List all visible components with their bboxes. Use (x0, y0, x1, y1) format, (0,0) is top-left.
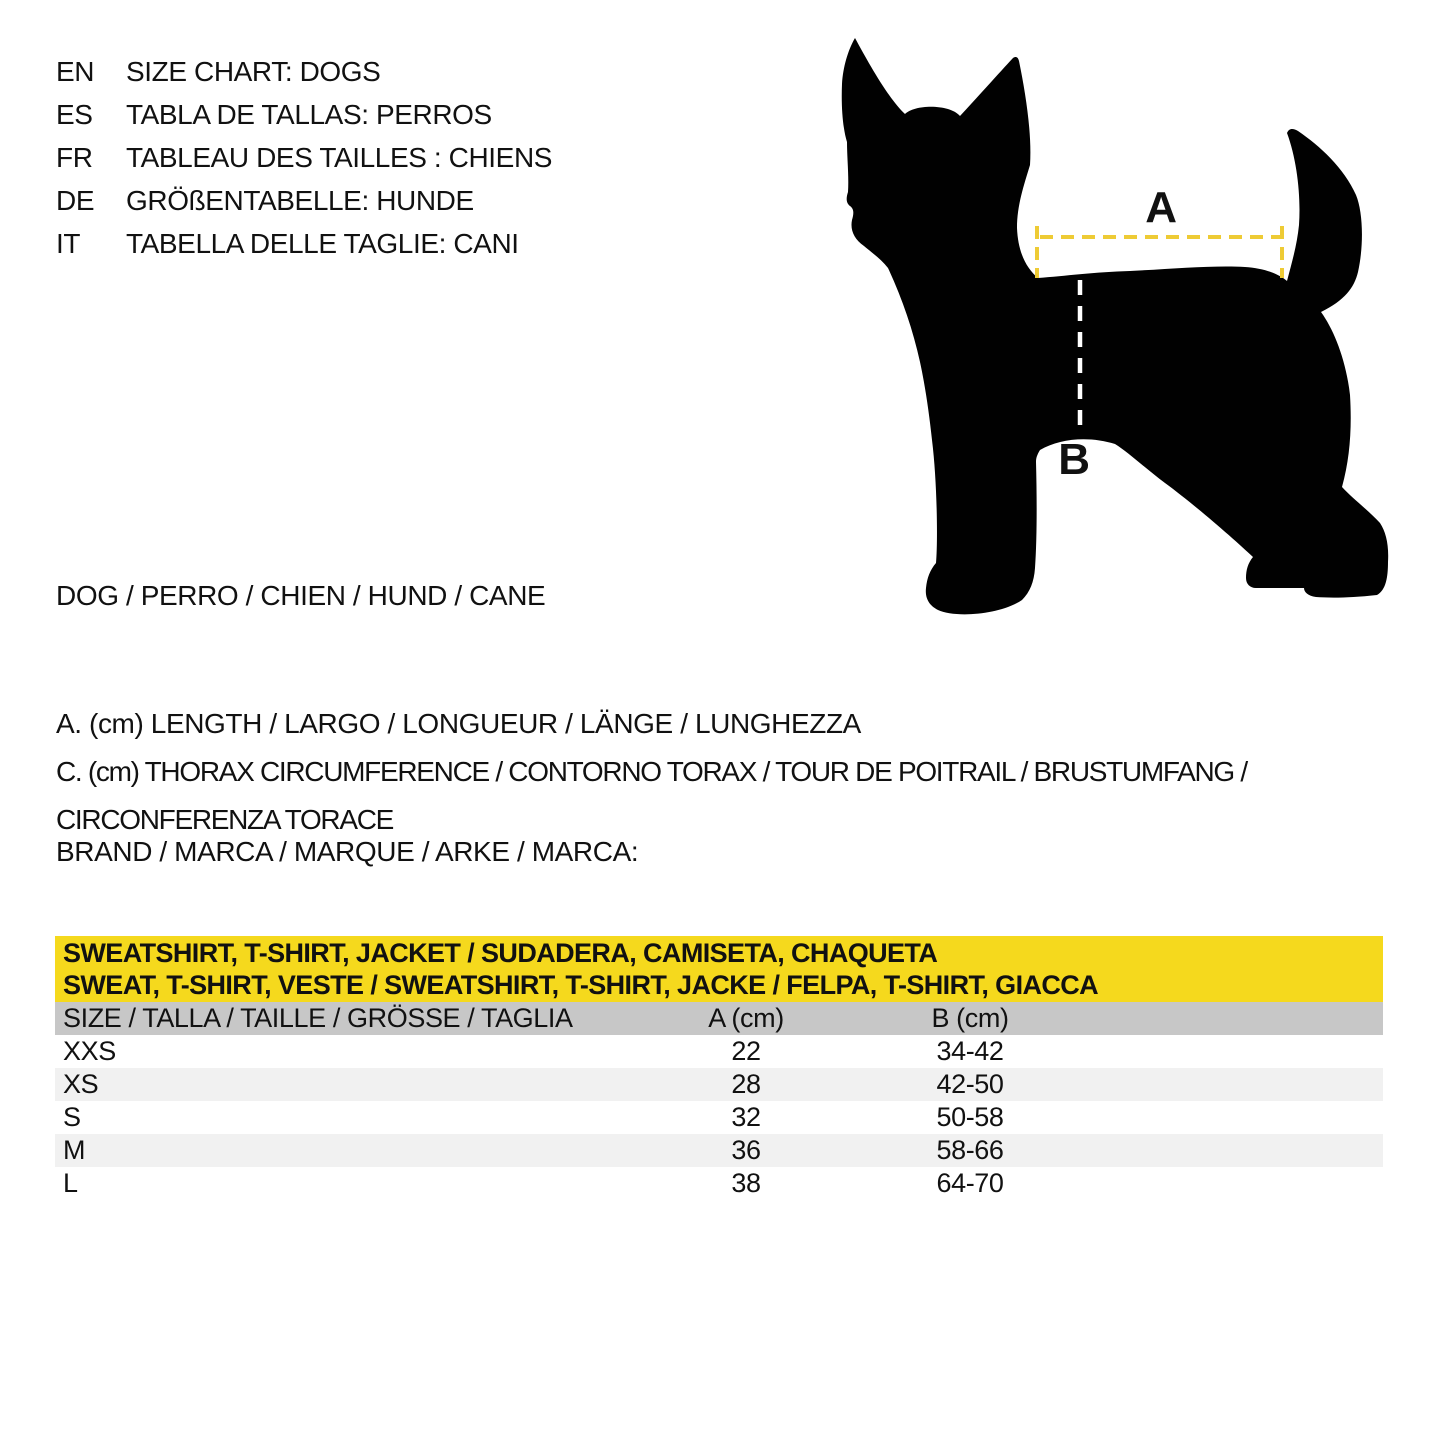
cell-size: XXS (63, 1036, 116, 1066)
language-code: ES (56, 99, 93, 130)
measurement-notes (56, 700, 1445, 844)
column-header-a: A (cm) (708, 1003, 784, 1033)
category-line-2: SWEAT, T-SHIRT, VESTE / SWEATSHIRT, T-SHIRT, JACKE / FELPA, T-SHIRT, GIACCA (63, 970, 1099, 1000)
language-label: SIZE CHART: DOGS (126, 56, 381, 87)
cell-size: M (63, 1135, 86, 1165)
language-code: DE (56, 185, 95, 216)
language-code: FR (56, 142, 93, 173)
cell-b: 58-66 (936, 1135, 1004, 1165)
cell-b: 64-70 (936, 1168, 1004, 1198)
language-label: TABLA DE TALLAS: PERROS (126, 99, 492, 130)
language-label: TABLEAU DES TAILLES : CHIENS (126, 142, 553, 173)
cell-a: 28 (731, 1069, 761, 1099)
cell-a: 36 (731, 1135, 761, 1165)
category-line-1: SWEATSHIRT, T-SHIRT, JACKET / SUDADERA, CAMISETA, CHAQUETA (63, 938, 938, 968)
table-row (55, 1035, 1383, 1068)
dog-silhouette (842, 38, 1388, 614)
cell-b: 50-58 (936, 1102, 1004, 1132)
table-row (55, 1134, 1383, 1167)
table-row (55, 1068, 1383, 1101)
language-code: EN (56, 56, 95, 87)
language-code: IT (56, 228, 81, 259)
measurement-note-c: C. (cm) THORAX CIRCUMFERENCE / CONTORNO TORAX / TOUR DE POITRAIL / BRUSTUMFANG / CIRCONFERENZA TORACE (56, 756, 1247, 835)
cell-a: 32 (731, 1102, 761, 1132)
size-table (55, 936, 1383, 1200)
cell-a: 38 (731, 1168, 761, 1198)
column-header-b: B (cm) (931, 1003, 1009, 1033)
table-row (55, 1167, 1383, 1200)
dimension-label-a: A (1145, 183, 1177, 232)
language-title-block (56, 50, 552, 265)
language-label: TABELLA DELLE TAGLIE: CANI (126, 228, 519, 259)
cell-size: L (63, 1168, 78, 1198)
measurement-note-a: A. (cm) LENGTH / LARGO / LONGUEUR / LÄNGE / LUNGHEZZA (56, 708, 861, 739)
cell-b: 34-42 (936, 1036, 1004, 1066)
cell-a: 22 (731, 1036, 761, 1066)
table-column-header-row (55, 1002, 1383, 1035)
dimension-label-b: B (1058, 435, 1090, 484)
brand-label: BRAND / MARCA / MARQUE / ARKE / MARCA: (56, 836, 639, 867)
cell-size: XS (63, 1069, 99, 1099)
cell-b: 42-50 (936, 1069, 1004, 1099)
table-row (55, 1101, 1383, 1134)
table-category-header (55, 936, 1383, 1002)
cell-size: S (63, 1102, 81, 1132)
animal-caption: DOG / PERRO / CHIEN / HUND / CANE (56, 580, 546, 611)
column-header-size: SIZE / TALLA / TAILLE / GRÖSSE / TAGLIA (63, 1003, 573, 1033)
language-label: GRÖßENTABELLE: HUNDE (126, 185, 474, 216)
